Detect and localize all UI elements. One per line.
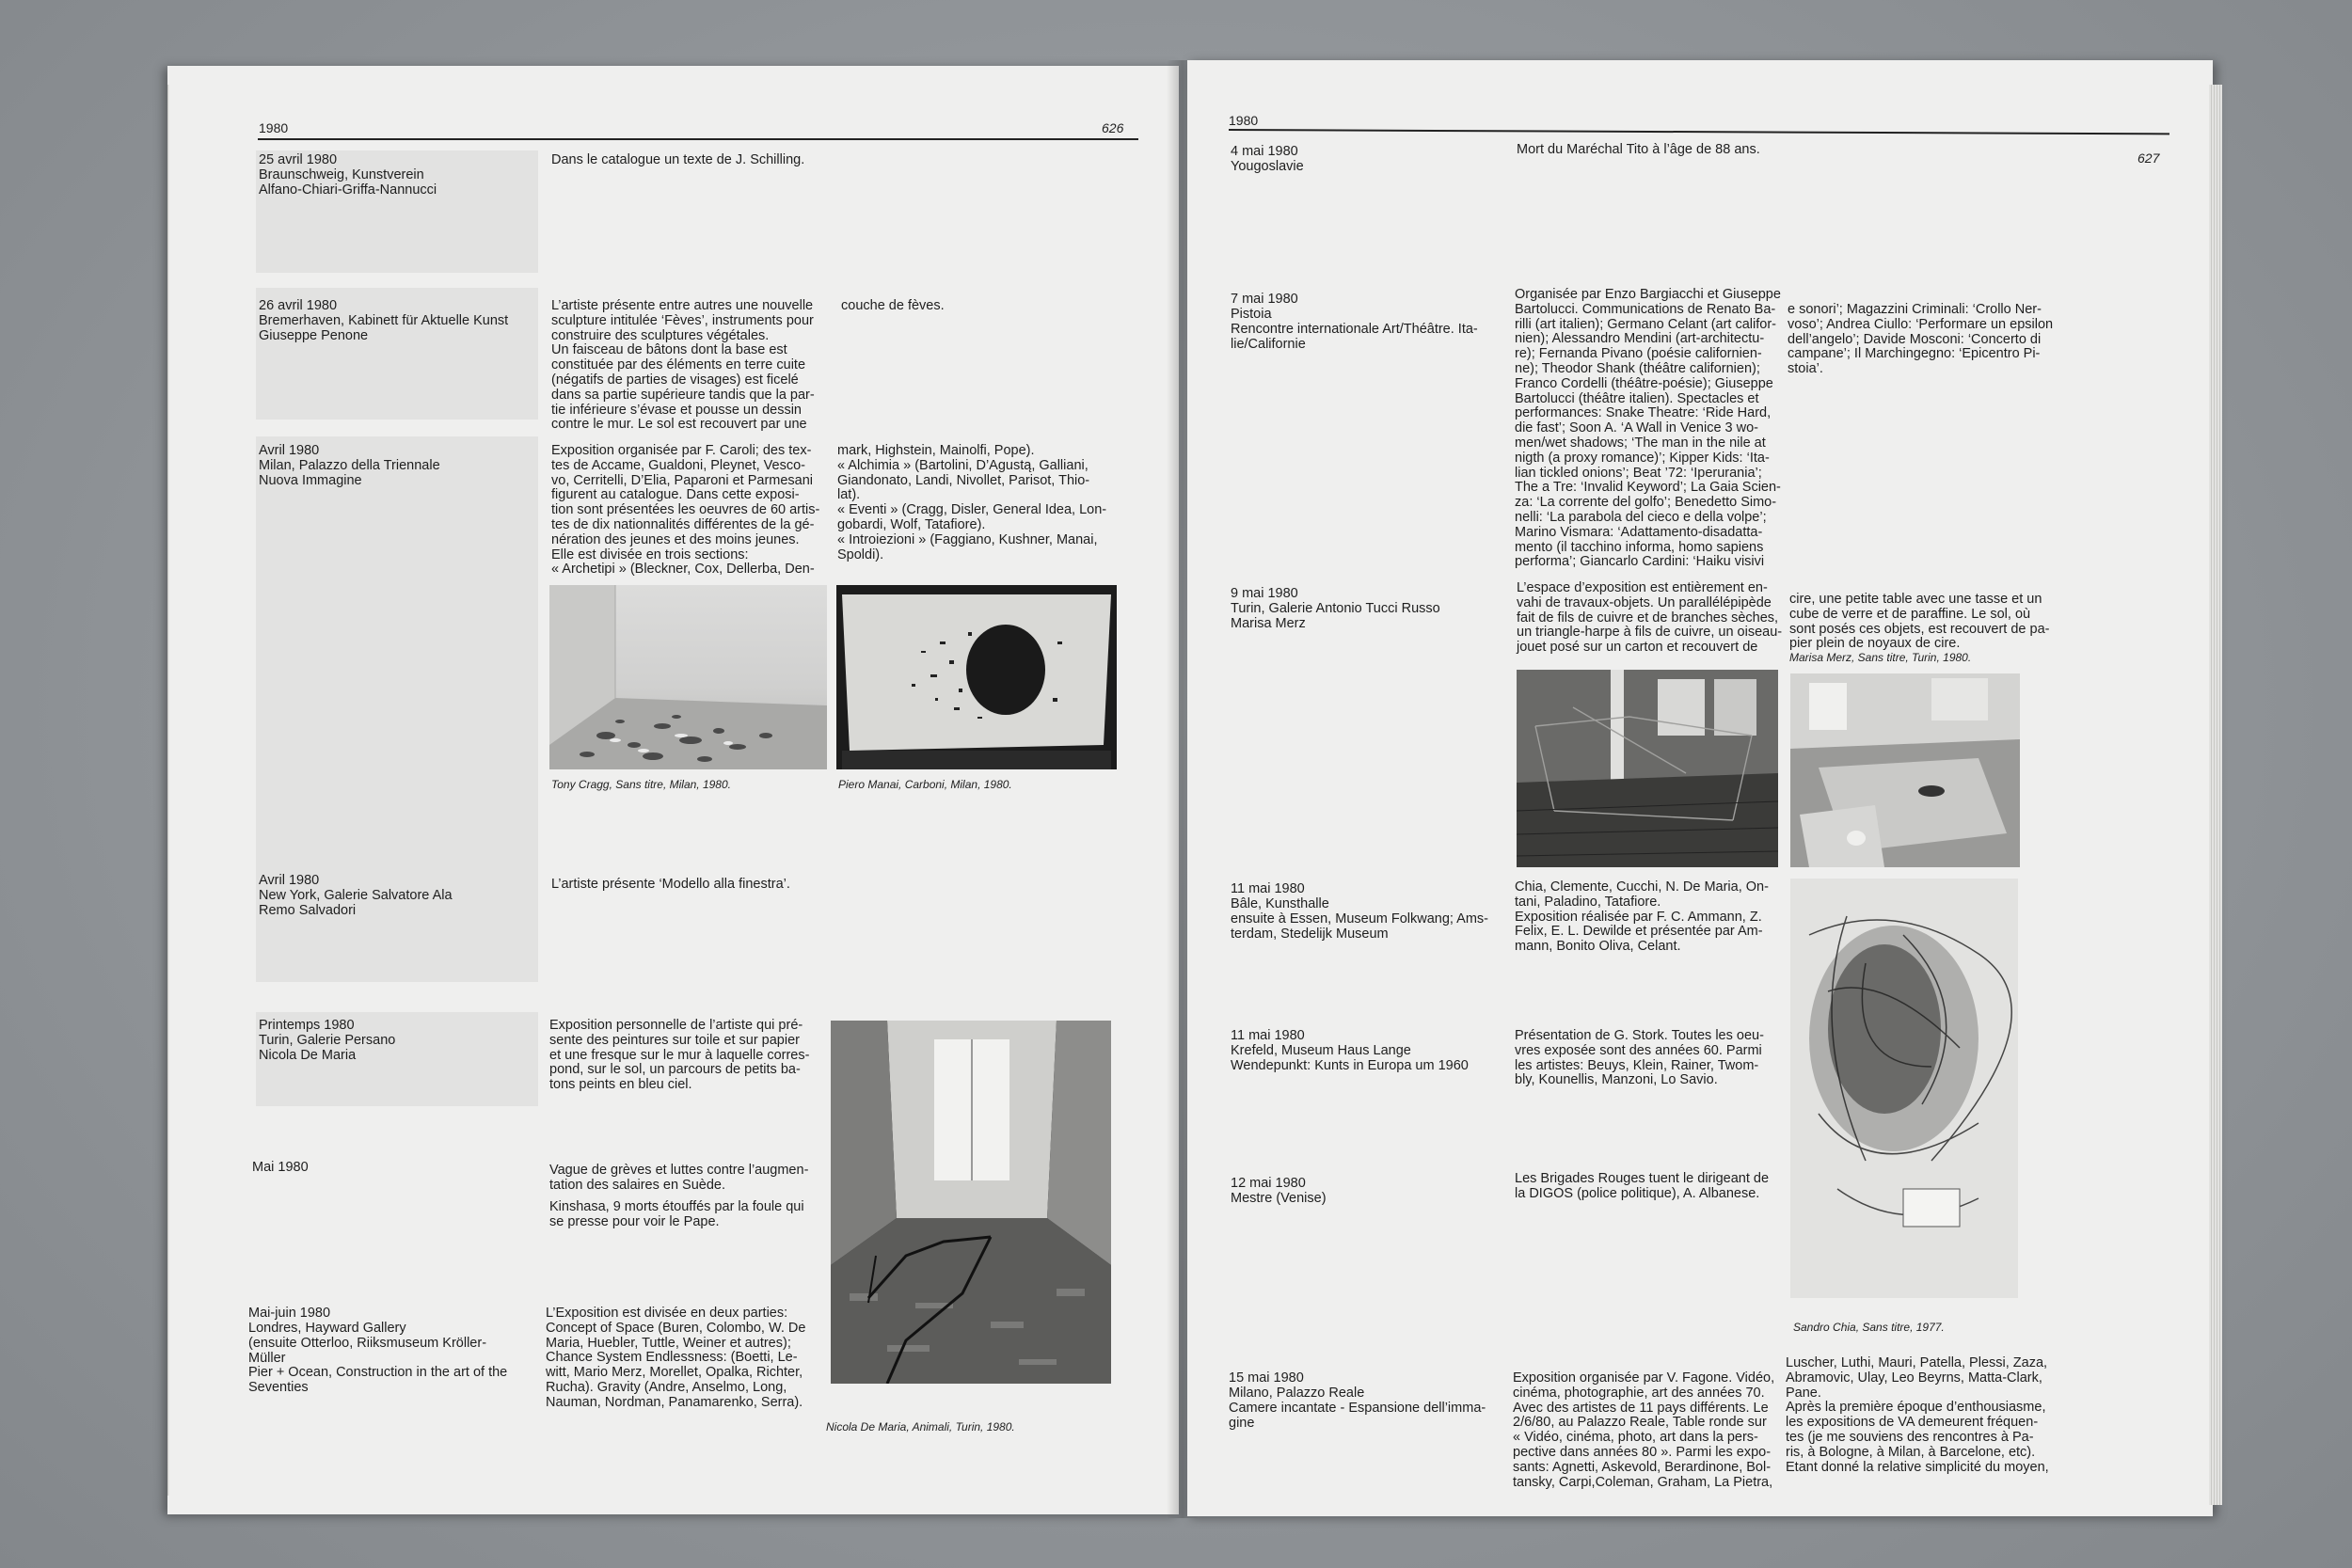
left-page [167, 66, 1179, 1514]
left-page-number: 626 [1102, 120, 1124, 135]
entry-date: 9 mai 1980 [1231, 586, 1298, 601]
right-running-year: 1980 [1229, 113, 1259, 128]
entry-place: Krefeld, Museum Haus Lange Wendepunkt: Kunts in Europa um 1960 [1231, 1043, 1469, 1073]
entry-place: Braunschweig, Kunstverein Alfano-Chiari-Griffa-Nannucci [259, 167, 437, 198]
entry-place: Londres, Hayward Gallery (ensuite Otterloo, Riiksmuseum Kröller- Müller Pier + Ocean, Construction in the art of the Seventies [248, 1321, 508, 1396]
caption-manai: Piero Manai, Carboni, Milan, 1980. [838, 778, 1012, 791]
entry-date: 11 mai 1980 [1231, 881, 1305, 896]
entry-text: L’artiste présente ‘Modello alla finestra’. [551, 877, 790, 892]
entry-date: 7 mai 1980 [1231, 292, 1298, 307]
entry-text: Exposition organisée par F. Caroli; des tex- tes de Accame, Gualdoni, Pleynet, Vesco- vo, Cerritelli, D’Elia, Paparoni et Parmesani figurent au catalogue. Dans cette exposi- tion sont présentées les oeuvres de 60 artis- tes de dix nationnalités différentes de la gé- nération des jeunes et des moins jeunes. Elle est divisée en trois sections: « Archetipi » (Bleckner, Cox, Dellerba, Den- [551, 443, 820, 578]
entry-text: Chia, Clemente, Cucchi, N. De Maria, On- tani, Paladino, Tatafiore. Exposition réalisée par F. C. Ammann, Z. Felix, E. L. Dewilde et présentée par Am- mann, Bonito Oliva, Celant. [1515, 879, 1769, 955]
entry-date: Mai-juin 1980 [248, 1306, 331, 1321]
photo-merz-floor [1790, 673, 2020, 867]
photo-demaria [831, 1021, 1111, 1384]
entry-place: New York, Galerie Salvatore Ala Remo Salvadori [259, 888, 453, 918]
entry-date: 4 mai 1980 [1231, 144, 1298, 159]
entry-date: 15 mai 1980 [1229, 1370, 1304, 1386]
entry-date: 26 avril 1980 [259, 298, 338, 313]
entry-place: Bâle, Kunsthalle ensuite à Essen, Museum Folkwang; Ams- terdam, Stedelijk Museum [1231, 896, 1489, 942]
right-page-edge [2209, 85, 2222, 1505]
entry-text: Mort du Maréchal Tito à l’âge de 88 ans. [1517, 142, 1760, 157]
entry-date: Avril 1980 [259, 873, 320, 888]
entry-date: Mai 1980 [252, 1160, 309, 1175]
entry-text: L’artiste présente entre autres une nouvelle sculpture intitulée ‘Fèves’, instruments pour construire des sculptures végétales. Un faisceau de bâtons dont la base est constituée par des éléments en terre cuite (négatifs de parties de visages) est ficelé dans sa partie supérieure tandis que la par- tie inférieure s’évase et pousse un dessin contre le mur. Le sol est recouvert par une [551, 298, 815, 433]
caption-chia: Sandro Chia, Sans titre, 1977. [1793, 1321, 1945, 1334]
entry-text: Les Brigades Rouges tuent le dirigeant de la DIGOS (police politique), A. Albanese. [1515, 1171, 1770, 1201]
entry-text-continued: cire, une petite table avec une tasse et un cube de verre et de paraffine. Le sol, où sont posés ces objets, est recouvert de pa- pier plein de noyaux de cire. [1789, 592, 2050, 652]
entry-text: Exposition organisée par V. Fagone. Vidéo, cinéma, photographie, art des années 70. Avec des artistes de 11 pays différents. Le 2/6/80, au Palazzo Reale, Table ronde sur « Vidéo, cinéma, photo, art dans la pers- pective dans années 80 ». Parmi les expo- sants: Agnetti, Askevold, Berardinone, Bol- tansky, Carpi,Coleman, Graham, La Pietra, [1513, 1370, 1775, 1490]
photo-cragg [549, 585, 827, 769]
entry-text: Exposition personnelle de l’artiste qui pré- sente des peintures sur toile et sur papier et une fresque sur le mur à laquelle corres- pond, sur le sol, un parcours de petits ba- tons peints en bleu ciel. [549, 1018, 810, 1093]
entry-date: 11 mai 1980 [1231, 1028, 1305, 1043]
entry-place: Turin, Galerie Antonio Tucci Russo Marisa Merz [1231, 601, 1440, 631]
entry-text: Organisée par Enzo Bargiacchi et Giuseppe Bartolucci. Communications de Renato Ba- rilli (art italien); Germano Celant (art califor- nien); Alessandro Mendini (art-architectu- re); Fernanda Pivano (poésie californien- ne); Theodor Shank (théâtre californien); Franco Cordelli (théâtre-poésie); Giuseppe Bartolucci (théâtre italien). Spectacles et performances: Snake Theatre: ‘Ride Hard, die fast’; Soon A. ‘A Wall in Venice 3 wo- men/wet shadows; ‘The man in the nile at nigth (a proxy romance)’; Kipper Kids: ‘Ita- lian tickled onions’; Beat ’72: ‘Iperurania’; The a Tre: ‘Invalid Keyword’; La Gaia Scien- za: ‘La corrente del golfo’; Benedetto Simo- nelli: ‘La parabola del cieco e della volpe’; Marino Vismara: ‘Adattamento-disadatta- mento (il tacchino informa, homo sapiens performa’; Giancarlo Cardini: ‘Haiku visivi [1515, 287, 1781, 570]
entry-text-continued: e sonori’; Magazzini Criminali: ‘Crollo Ner- voso’; Andrea Ciullo: ‘Performare un epsilon dell’angelo’; Davide Mosconi: ‘Concerto di campane’; Il Marchingegno: ‘Epicentro Pi- stoia’. [1788, 302, 2054, 377]
entry-text-continued: mark, Highstein, Mainolfi, Pope). « Alchimia » (Bartolini, D’Agustą, Galliani, Giandonato, Landi, Nivollet, Parisot, Thio- lat). « Eventi » (Cragg, Disler, General Idea, Lon- gobardi, Wolf, Tatafiore). « Introiezioni » (Faggiano, Kushner, Manai, Spoldi). [837, 443, 1107, 562]
photo-chia [1790, 879, 2018, 1298]
entry-text: L’espace d’exposition est entièrement en- vahi de travaux-objets. Un parallélépipède fait de fils de cuivre et de branches sèches, un triangle-harpe à fils de cuivre, un oiseau- jouet posé sur un carton et recouvert de [1517, 580, 1783, 656]
left-header-rule [258, 138, 1138, 140]
caption-demaria: Nicola De Maria, Animali, Turin, 1980. [826, 1420, 1015, 1433]
entry-date: 12 mai 1980 [1231, 1176, 1306, 1191]
entry-text: Présentation de G. Stork. Toutes les oeu- vres exposée sont des années 60. Parmi les artistes: Beuys, Klein, Rainer, Twom- bly, Kounellis, Manzoni, Lo Savio. [1515, 1028, 1764, 1088]
entry-text-continued: Kinshasa, 9 morts étouffés par la foule qui se presse pour voir le Pape. [549, 1199, 804, 1229]
left-running-year: 1980 [259, 120, 289, 135]
entry-place: Mestre (Venise) [1231, 1191, 1327, 1206]
entry-text: Vague de grèves et luttes contre l’augmen- tation des salaires en Suède. [549, 1163, 809, 1193]
caption-merz: Marisa Merz, Sans titre, Turin, 1980. [1789, 651, 1972, 664]
entry-date: Avril 1980 [259, 443, 320, 458]
photo-manai [836, 585, 1117, 769]
entry-place: Bremerhaven, Kabinett für Aktuelle Kunst Giuseppe Penone [259, 313, 509, 343]
entry-place: Yougoslavie [1231, 159, 1304, 174]
entry-place: Milan, Palazzo della Triennale Nuova Immagine [259, 458, 440, 488]
entry-text-continued: Luscher, Luthi, Mauri, Patella, Plessi, Zaza, Abramovic, Ulay, Leo Beyrns, Matta-Clark, Pane. Après la première époque d’enthousiasme, les expositions de VA demeurent fréquen- tes (je me souviens des rencontres à Pa- ris, à Bologne, à Milan, à Barcelone, etc). Etant donné la relative simplicité du moyen, [1786, 1355, 2049, 1475]
right-header-rule [1229, 129, 2169, 135]
entry-place: Pistoia Rencontre internationale Art/Théâtre. Ita- lie/Californie [1231, 307, 1478, 352]
date-column-shade [256, 436, 538, 888]
entry-text: L’Exposition est divisée en deux parties: Concept of Space (Buren, Colombo, W. De Maria, Huebler, Tuttle, Weiner et autres); Chance System Endlessness: (Boetti, Le- witt, Mario Merz, Morellet, Opalka, Richter, Rucha). Gravity (Andre, Anselmo, Long, Nauman, Nordman, Panamarenko, Serra). [546, 1306, 806, 1410]
entry-date: 25 avril 1980 [259, 152, 338, 167]
entry-place: Turin, Galerie Persano Nicola De Maria [259, 1033, 396, 1063]
entry-text-continued: couche de fèves. [841, 298, 945, 313]
photo-merz-room [1517, 670, 1778, 867]
right-page [1187, 60, 2213, 1516]
entry-text: Dans le catalogue un texte de J. Schilling. [551, 152, 805, 167]
entry-place: Milano, Palazzo Reale Camere incantate - Espansione dell’imma- gine [1229, 1386, 1486, 1431]
entry-date: Printemps 1980 [259, 1018, 355, 1033]
caption-cragg: Tony Cragg, Sans titre, Milan, 1980. [551, 778, 731, 791]
right-page-number: 627 [2137, 150, 2160, 166]
